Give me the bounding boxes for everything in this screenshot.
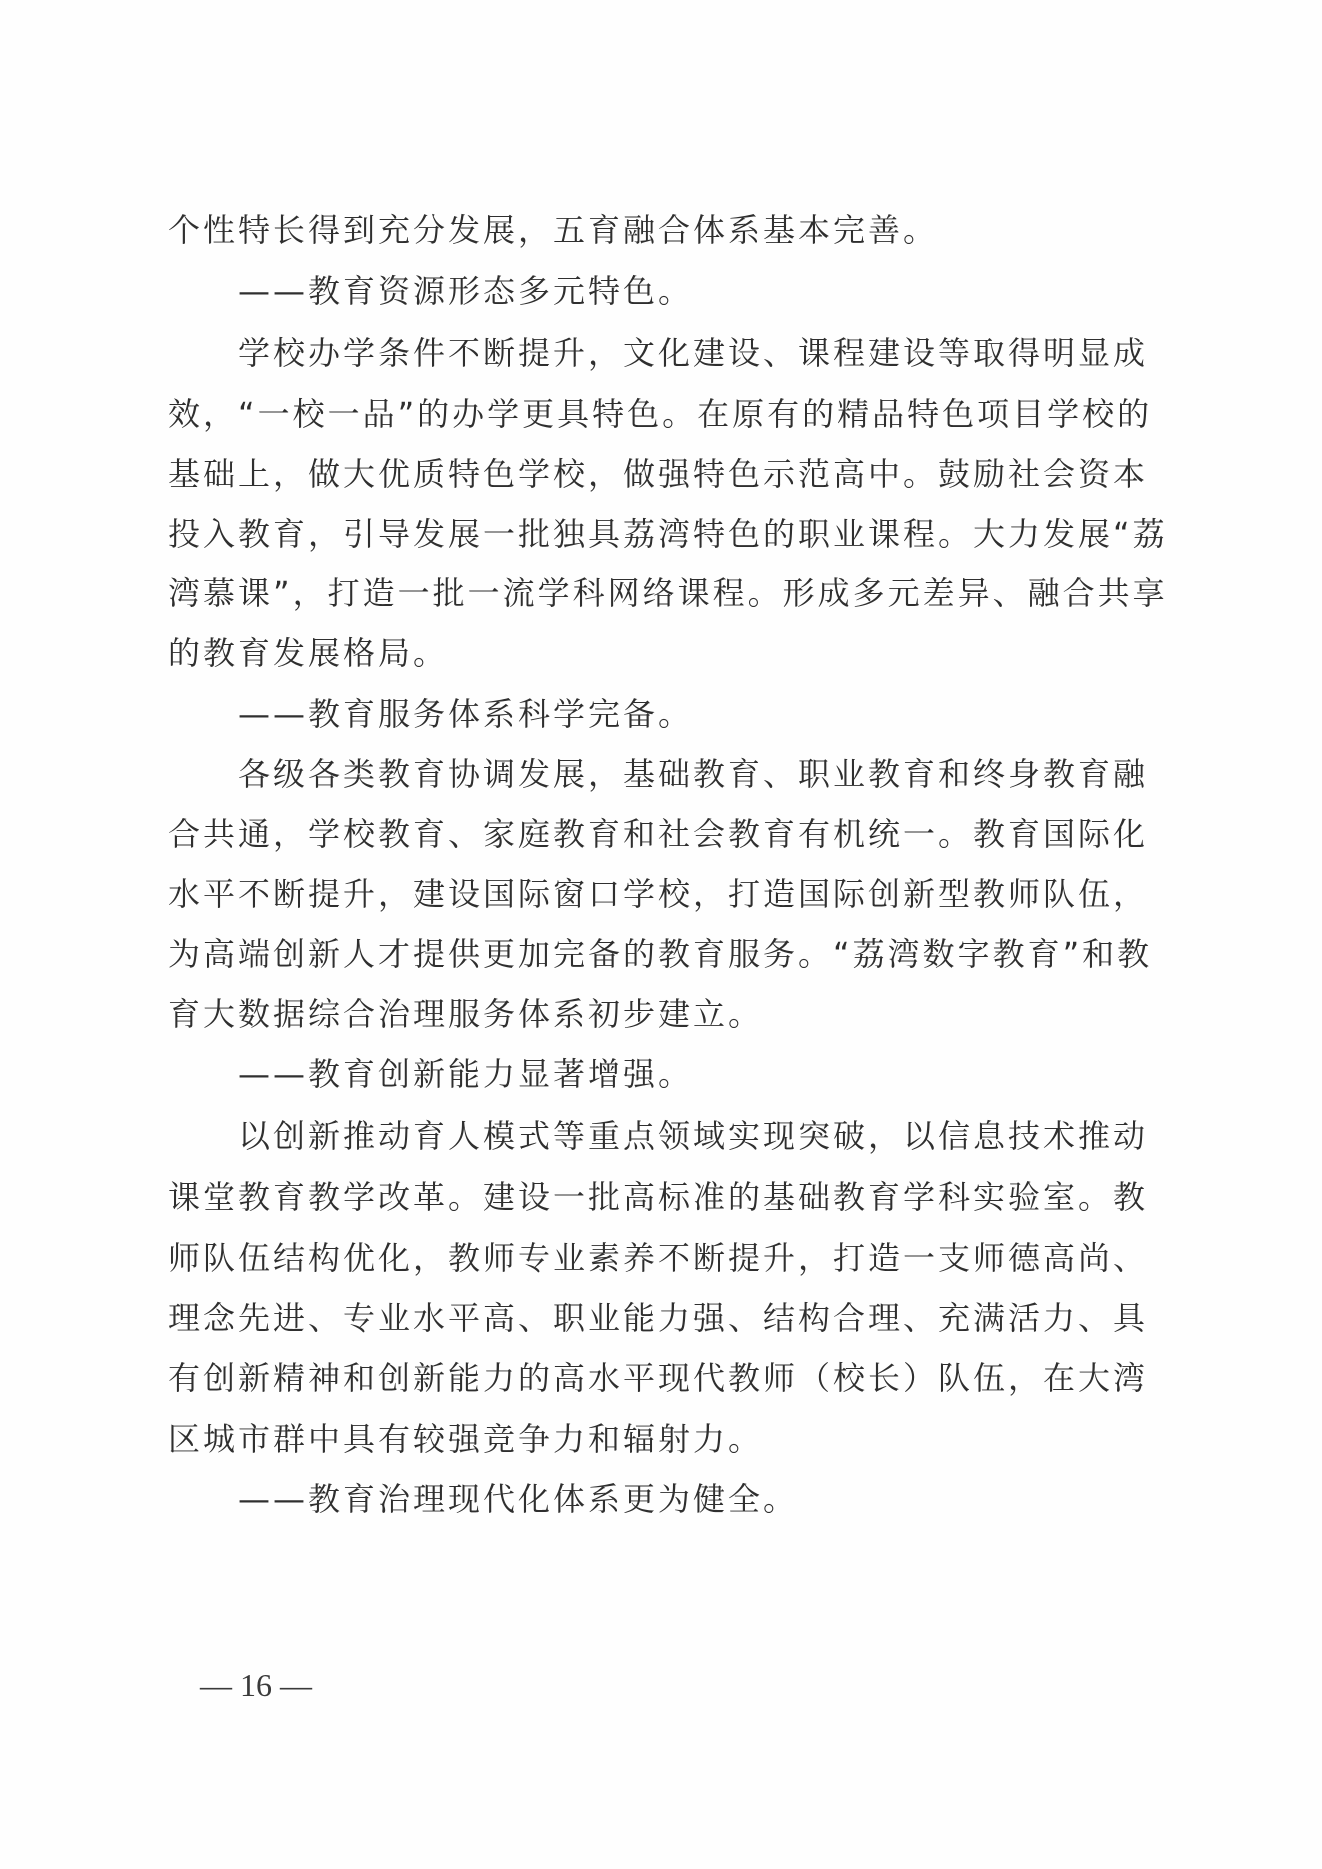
section-heading-services: ——教育服务体系科学完备。 — [238, 695, 694, 733]
section-heading-innovation: ——教育创新能力显著增强。 — [238, 1055, 694, 1093]
paragraph-line: 各级各类教育协调发展，基础教育、职业教育和终身教育融 — [238, 755, 1149, 793]
paragraph-line: 湾慕课”，打造一批一流学科网络课程。形成多元差异、融合共享 — [168, 574, 1168, 612]
paragraph-line: 为高端创新人才提供更加完备的教育服务。“荔湾数字教育”和教 — [168, 935, 1153, 973]
paragraph-line: 区城市群中具有较强竞争力和辐射力。 — [168, 1420, 764, 1458]
paragraph-line: 的教育发展格局。 — [168, 634, 449, 672]
paragraph-line: 学校办学条件不断提升，文化建设、课程建设等取得明显成 — [238, 334, 1149, 372]
paragraph-line: 师队伍结构优化，教师专业素养不断提升，打造一支师德高尚、 — [168, 1239, 1149, 1277]
paragraph-line: 育大数据综合治理服务体系初步建立。 — [168, 995, 764, 1033]
paragraph-continuation: 个性特长得到充分发展，五育融合体系基本完善。 — [168, 211, 939, 249]
paragraph-line: 效，“一校一品”的办学更具特色。在原有的精品特色项目学校的 — [168, 395, 1153, 433]
paragraph-line: 理念先进、专业水平高、职业能力强、结构合理、充满活力、具 — [168, 1299, 1149, 1337]
page-number: — 16 — — [200, 1667, 312, 1703]
section-heading-resources: ——教育资源形态多元特色。 — [238, 272, 694, 310]
section-heading-governance: ——教育治理现代化体系更为健全。 — [238, 1480, 799, 1518]
paragraph-line: 有创新精神和创新能力的高水平现代教师（校长）队伍，在大湾 — [168, 1359, 1149, 1397]
paragraph-line: 水平不断提升，建设国际窗口学校，打造国际创新型教师队伍， — [168, 875, 1149, 913]
paragraph-line: 投入教育，引导发展一批独具荔湾特色的职业课程。大力发展“荔 — [168, 515, 1168, 553]
paragraph-line: 基础上，做大优质特色学校，做强特色示范高中。鼓励社会资本 — [168, 455, 1149, 493]
paragraph-line: 合共通，学校教育、家庭教育和社会教育有机统一。教育国际化 — [168, 815, 1149, 853]
paragraph-line: 以创新推动育人模式等重点领域实现突破，以信息技术推动 — [238, 1117, 1149, 1155]
paragraph-line: 课堂教育教学改革。建设一批高标准的基础教育学科实验室。教 — [168, 1178, 1149, 1216]
